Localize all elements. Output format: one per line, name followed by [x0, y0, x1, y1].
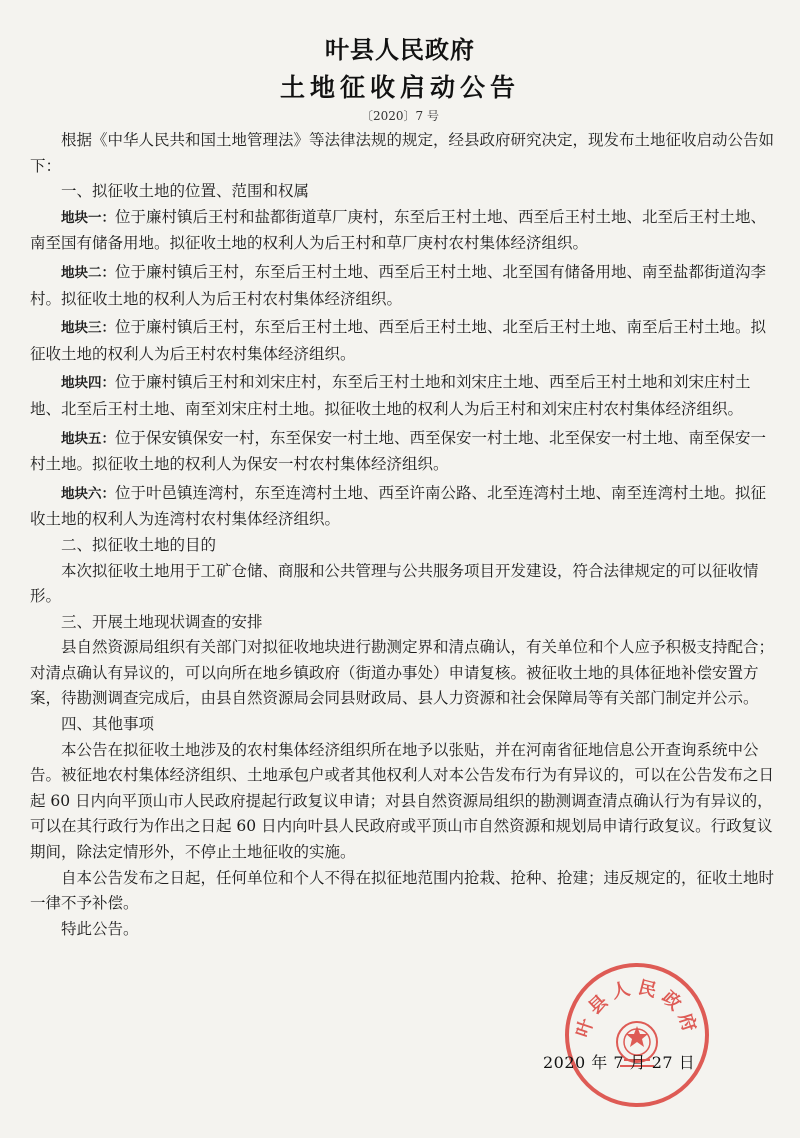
issue-date: 2020 年 7 月 27 日	[543, 1053, 696, 1072]
plot-2-label: 地块二：	[61, 264, 115, 281]
intro-paragraph: 根据《中华人民共和国土地管理法》等法律法规的规定，经县政府研究决定，现发布土地征收启动公告如下：	[30, 131, 775, 175]
section1-heading: 一、拟征收土地的位置、范围和权属	[61, 182, 310, 201]
section4-paragraph-1: 本公告在拟征收土地涉及的农村集体经济组织所在地予以张贴，并在河南省征地信息公开查询系统中公告。被征地农村集体经济组织、土地承包户或者其他权利人对本公告发布行为有异议的，可以在公告发布之日起 60 日内向平顶山市人民政府提起行政复议申请；对县自然资源局组织的勘测调查清点确认行为有异议的，可以在其行政行为作出之日起 60 日内向叶县人民政府或平顶山市自然资源和规划局申请行政复议。行政复议期间，除法定情形外，不停止土地征收的实施。	[30, 740, 775, 862]
section4-heading: 四、其他事项	[61, 715, 155, 734]
issuer-title: 叶县人民政府	[325, 36, 475, 64]
plot-1-text: 位于廉村镇后王村和盐都街道草厂庚村，东至后王村土地、西至后王村土地、北至后王村土地、南至国有储备用地。拟征收土地的权利人为后王村和草厂庚村农村集体经济组织。	[30, 207, 767, 253]
plot-5-paragraph	[30, 426, 775, 478]
plot-5-text: 位于保安镇保安一村，东至保安一村土地、西至保安一村土地、北至保安一村土地、南至保安一村土地。拟征收土地的权利人为保安一村农村集体经济组织。	[30, 428, 767, 474]
plot-4-label: 地块四：	[61, 375, 115, 392]
plot-6-paragraph	[30, 481, 775, 533]
plot-1-label: 地块一：	[61, 209, 115, 226]
plot-2-text: 位于廉村镇后王村，东至后王村土地、西至后王村土地、北至国有储备用地、南至盐都街道沟李村。拟征收土地的权利人为后王村农村集体经济组织。	[30, 262, 767, 308]
plot-3-paragraph	[30, 315, 775, 367]
plot-1-paragraph	[30, 205, 775, 257]
plot-5-label: 地块五：	[61, 430, 115, 447]
plot-4-paragraph	[30, 370, 775, 422]
section2-heading: 二、拟征收土地的目的	[61, 535, 217, 554]
section3-paragraph: 县自然资源局组织有关部门对拟征收地块进行勘测定界和清点确认，有关单位和个人应予积极支持配合；对清点确认有异议的，可以向所在地乡镇政府（街道办事处）申请复核。被征收土地的具体征地补偿安置方案，待勘测调查完成后，由县自然资源局会同县财政局、县人力资源和社会保障局等有关部门制定并公示。	[30, 638, 775, 708]
plot-6-text: 位于叶邑镇连湾村，东至连湾村土地、西至许南公路、北至连湾村土地、南至连湾村土地。拟征收土地的权利人为连湾村农村集体经济组织。	[30, 483, 767, 529]
section2-paragraph: 本次拟征收土地用于工矿仓储、商服和公共管理与公共服务项目开发建设，符合法律规定的可以征收情形。	[30, 561, 759, 606]
plot-3-text: 位于廉村镇后王村，东至后王村土地、西至后王村土地、北至后王村土地、南至后王村土地。拟征收土地的权利人为后王村农村集体经济组织。	[30, 318, 767, 363]
plot-3-label: 地块三：	[61, 320, 115, 337]
seal-text: 叶县人民政府	[572, 977, 702, 1040]
document-number: 〔2020〕7 号	[361, 109, 439, 123]
section4-paragraph-2: 自本公告发布之日起，任何单位和个人不得在拟征地范围内抢栽、抢种、抢建；违反规定的，征收土地时一律不予补偿。	[30, 868, 775, 913]
official-seal-icon	[562, 960, 712, 1110]
notice-body	[30, 128, 775, 942]
section3-heading: 三、开展土地现状调查的安排	[61, 612, 263, 631]
closing-line: 特此公告。	[61, 919, 139, 938]
notice-title: 土地征收启动公告	[279, 73, 520, 102]
plot-4-text: 位于廉村镇后王村和刘宋庄村，东至后王村土地和刘宋庄土地、西至后王村土地和刘宋庄村土地、北至后王村土地、南至刘宋庄村土地。拟征收土地的权利人为后王村和刘宋庄村农村集体经济组织。	[30, 373, 751, 418]
plot-6-label: 地块六：	[61, 485, 115, 502]
plot-2-paragraph	[30, 260, 775, 312]
